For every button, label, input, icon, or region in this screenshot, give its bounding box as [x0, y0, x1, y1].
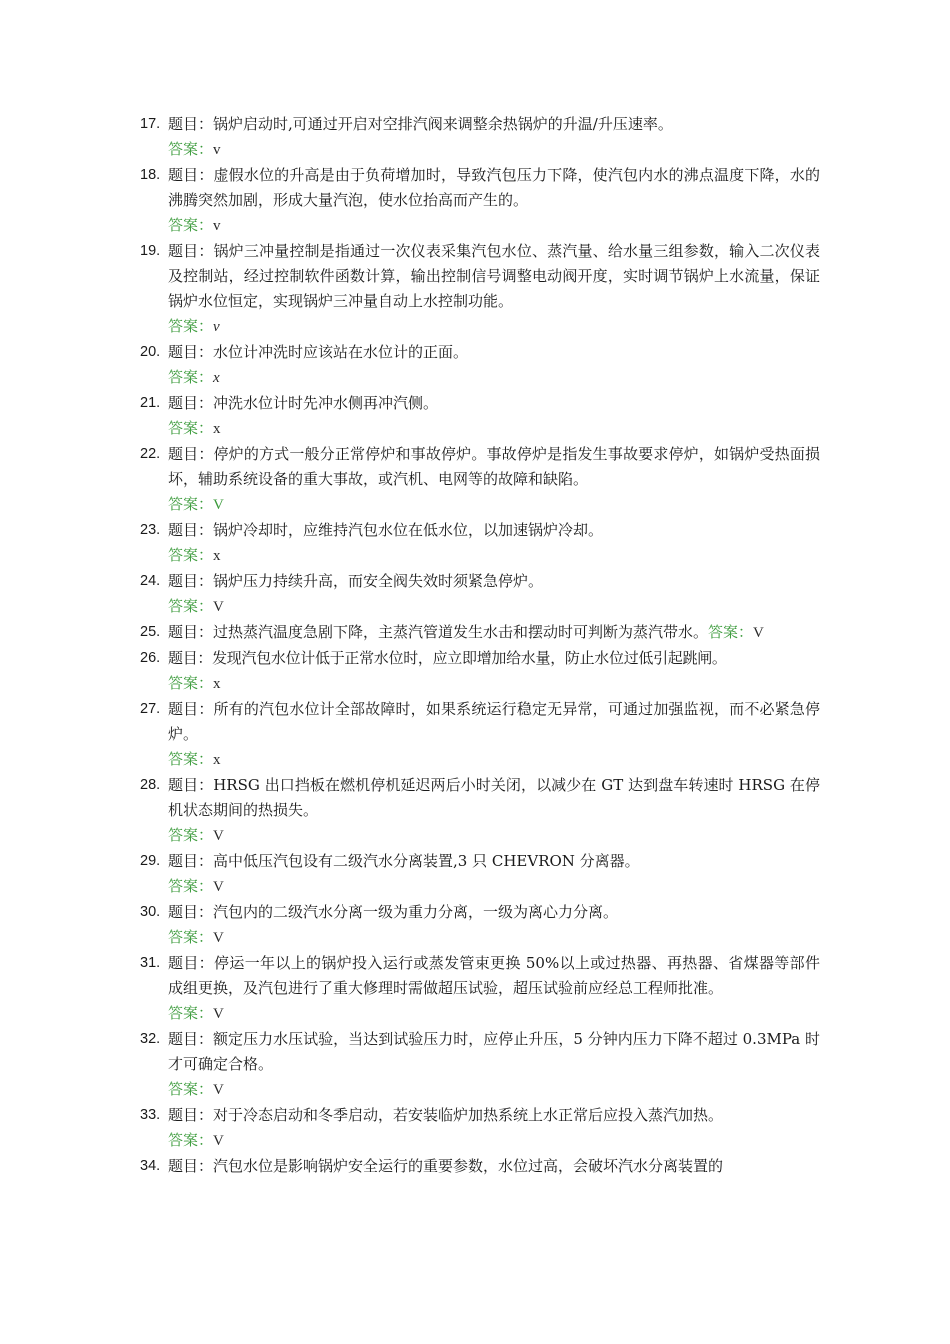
answer-value: x: [213, 421, 221, 437]
answer-value: V: [213, 879, 224, 895]
question-text: 题目：高中低压汽包设有二级汽水分离装置,3 只 CHEVRON 分离器。: [168, 852, 640, 870]
question-number: 31.: [140, 955, 161, 971]
question-text: 题目：锅炉冷却时，应维持汽包水位在低水位，以加速锅炉冷却。: [168, 521, 604, 539]
question-text: 题目：对于冷态启动和冬季启动，若安装临炉加热系统上水正常后应投入蒸汽加热。: [168, 1106, 724, 1124]
answer-value: V: [213, 1082, 224, 1098]
answer-label: 答案：: [168, 826, 214, 844]
answer-label: 答案：: [168, 216, 214, 234]
answer-line: [168, 671, 820, 697]
answer-line: [168, 823, 820, 849]
question-text: 题目：所有的汽包水位计全部故障时，如果系统运行稳定无异常，可通过加强监视，而不必紧急停炉。: [168, 700, 820, 743]
question-text: 题目：锅炉启动时,可通过开启对空排汽阀来调整余热锅炉的升温/升压速率。: [168, 115, 673, 133]
answer-value: V: [213, 1006, 224, 1022]
answer-line: [168, 925, 820, 951]
answer-label: 答案：: [168, 928, 214, 946]
question-item: [140, 112, 820, 163]
answer-label: 答案：: [168, 546, 214, 564]
question-number: 32.: [140, 1031, 161, 1047]
question-number: 29.: [140, 853, 161, 869]
answer-label: 答案：: [168, 597, 214, 615]
question-text: 题目：过热蒸汽温度急剧下降，主蒸汽管道发生水击和摆动时可判断为蒸汽带水。: [168, 623, 709, 641]
answer-label: 答案：: [168, 877, 214, 895]
question-text: 题目：冲洗水位计时先冲水侧再冲汽侧。: [168, 394, 439, 412]
question-number: 23.: [140, 522, 161, 538]
answer-value: V: [753, 625, 764, 641]
question-text: 题目：水位计冲洗时应该站在水位计的正面。: [168, 343, 469, 361]
question-item: [140, 391, 820, 442]
question-text: 题目：锅炉三冲量控制是指通过一次仪表采集汽包水位、蒸汽量、给水量三组参数，输入二次仪表及控制站，经过控制软件函数计算，输出控制信号调整电动阀开度，实时调节锅炉上水流量，保证锅炉水位恒定，实现锅炉三冲量自动上水控制功能。: [168, 242, 820, 310]
question-item: [140, 849, 820, 900]
answer-value: V: [213, 497, 224, 513]
question-number: 22.: [140, 446, 161, 462]
question-number: 19.: [140, 243, 161, 259]
answer-label: 答案：: [168, 1080, 214, 1098]
answer-value: x: [213, 752, 221, 768]
question-item: [140, 340, 820, 391]
answer-label: 答案：: [168, 419, 214, 437]
question-item: [140, 442, 820, 518]
answer-label: 答案：: [168, 368, 214, 386]
question-text: 题目：锅炉压力持续升高，而安全阀失效时须紧急停炉。: [168, 572, 544, 590]
answer-value: v: [213, 218, 221, 234]
question-number: 20.: [140, 344, 161, 360]
answer-line: [168, 213, 820, 239]
question-text: 题目：汽包水位是影响锅炉安全运行的重要参数，水位过高，会破坏汽水分离装置的: [168, 1157, 724, 1175]
answer-label: 答案：: [708, 623, 754, 641]
question-number: 33.: [140, 1107, 161, 1123]
question-text-with-answer: [168, 620, 820, 646]
answer-line: [168, 543, 820, 569]
answer-line: [168, 314, 820, 340]
question-number: 27.: [140, 701, 161, 717]
answer-label: 答案：: [168, 1131, 214, 1149]
answer-label: 答案：: [168, 317, 214, 335]
answer-line: [168, 137, 820, 163]
answer-label: 答案：: [168, 140, 214, 158]
question-item: [140, 773, 820, 849]
answer-value: x: [213, 548, 221, 564]
answer-line: [168, 492, 820, 518]
question-number: 28.: [140, 777, 161, 793]
question-text: 题目：额定压力水压试验，当达到试验压力时，应停止升压，5 分钟内压力下降不超过 0.3MPa 时才可确定合格。: [168, 1030, 820, 1073]
question-item: [140, 646, 820, 697]
question-item: [140, 951, 820, 1027]
question-number: 34.: [140, 1158, 161, 1174]
question-item: [140, 569, 820, 620]
answer-label: 答案：: [168, 495, 214, 513]
answer-line: [168, 594, 820, 620]
question-item: [140, 1154, 820, 1179]
question-number: 17.: [140, 116, 161, 132]
question-text: 题目：发现汽包水位计低于正常水位时，应立即增加给水量，防止水位过低引起跳闸。: [168, 649, 727, 667]
answer-value: V: [213, 1133, 224, 1149]
question-item: [140, 1027, 820, 1103]
question-item: [140, 163, 820, 239]
question-number: 21.: [140, 395, 161, 411]
question-text: 题目：停运一年以上的锅炉投入运行或蒸发管束更换 50%以上或过热器、再热器、省煤器等部件成组更换，及汽包进行了重大修理时需做超压试验，超压试验前应经总工程师批准。: [168, 954, 820, 997]
question-number: 24.: [140, 573, 161, 589]
answer-value: V: [213, 599, 224, 615]
question-item: [140, 620, 820, 646]
answer-line: [168, 874, 820, 900]
answer-label: 答案：: [168, 674, 214, 692]
question-number: 26.: [140, 650, 161, 666]
answer-line: [168, 365, 820, 391]
answer-line: [168, 1001, 820, 1027]
question-item: [140, 900, 820, 951]
answer-value: x: [213, 676, 221, 692]
question-number: 18.: [140, 167, 161, 183]
answer-line: [168, 1077, 820, 1103]
question-item: [140, 1103, 820, 1154]
answer-value: V: [213, 930, 224, 946]
answer-label: 答案：: [168, 1004, 214, 1022]
answer-value: v: [213, 142, 221, 158]
answer-line: [168, 747, 820, 773]
question-text: 题目：停炉的方式一般分正常停炉和事故停炉。事故停炉是指发生事故要求停炉，如锅炉受热面损坏，辅助系统设备的重大事故，或汽机、电网等的故障和缺陷。: [168, 445, 820, 488]
answer-line: [168, 1128, 820, 1154]
question-list: [140, 112, 820, 1179]
answer-label: 答案：: [168, 750, 214, 768]
question-item: [140, 697, 820, 773]
question-number: 30.: [140, 904, 161, 920]
question-item: [140, 518, 820, 569]
answer-value: V: [213, 828, 224, 844]
question-text: 题目：HRSG 出口挡板在燃机停机延迟两后小时关闭，以减少在 GT 达到盘车转速时 HRSG 在停机状态期间的热损失。: [168, 776, 820, 819]
answer-line: [168, 416, 820, 442]
question-number: 25.: [140, 624, 161, 640]
answer-value: x: [213, 370, 220, 386]
question-item: [140, 239, 820, 340]
answer-value: v: [213, 319, 220, 335]
question-text: 题目：汽包内的二级汽水分离一级为重力分离，一级为离心力分离。: [168, 903, 619, 921]
question-text: 题目：虚假水位的升高是由于负荷增加时，导致汽包压力下降，使汽包内水的沸点温度下降，水的沸腾突然加剧，形成大量汽泡，使水位抬高而产生的。: [168, 166, 820, 209]
